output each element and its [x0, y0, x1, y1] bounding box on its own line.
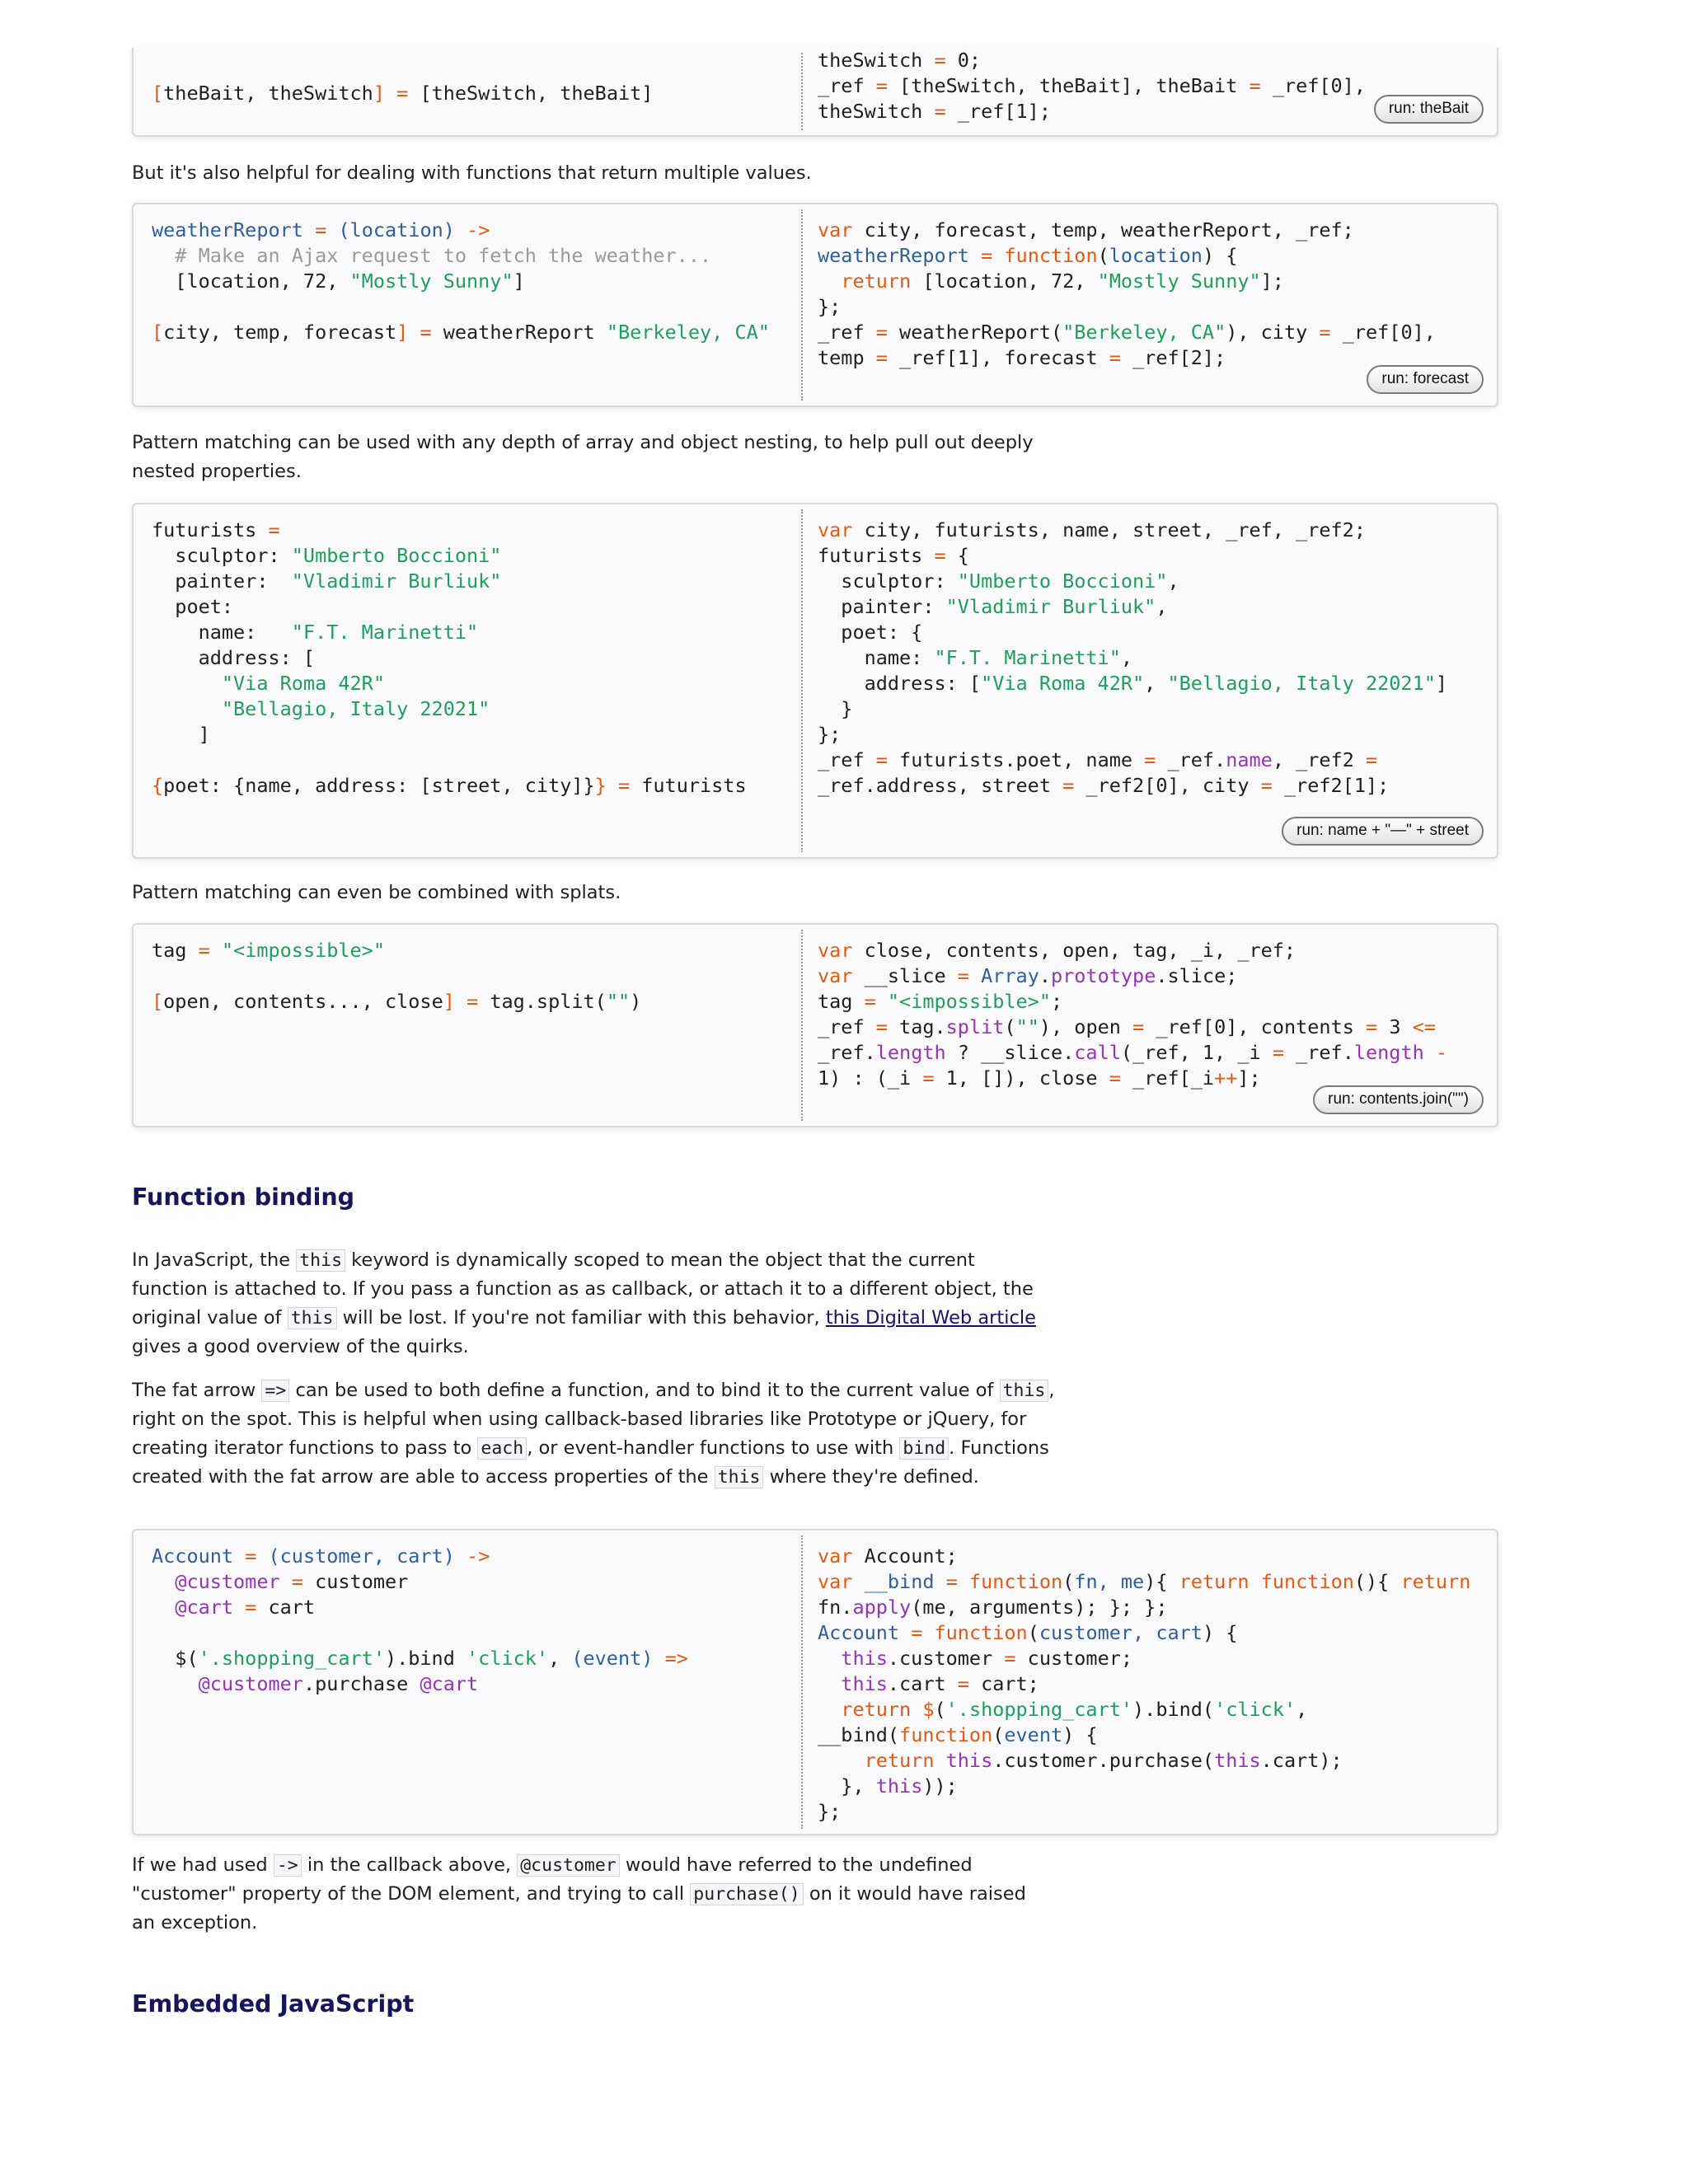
digital-web-article-link[interactable]: this Digital Web article [825, 1307, 1036, 1329]
inline-code-this: this [288, 1307, 337, 1329]
heading-embedded-javascript: Embedded JavaScript [132, 1990, 415, 2018]
inline-code-thin-arrow: -> [274, 1854, 302, 1877]
inline-code-this: this [1000, 1380, 1049, 1402]
code-example-splats [132, 923, 1498, 1127]
paragraph-this-keyword: In JavaScript, the this keyword is dynamically scoped to mean the object that the current function is attached to. If you pass a function as as callback, or attach it to a different object, the original value of this will be lost. If you're not familiar with this behavior, this Digital Web article gives a good overview of the quirks. [132, 1249, 1036, 1357]
inline-code-bind: bind [899, 1437, 949, 1460]
code-divider [801, 53, 803, 130]
inline-code-fat-arrow: => [261, 1380, 289, 1402]
code-divider [801, 209, 803, 401]
code-divider [801, 930, 803, 1121]
code-divider [801, 509, 803, 852]
code-example-futurists [132, 503, 1498, 859]
code-divider [801, 1535, 803, 1829]
javascript-output: var close, contents, open, tag, _i, _ref; var __slice = Array.prototype.slice; tag = "<impossible>"; _ref = tag.split(""), open = _ref[0], contents = 3 <= _ref.length ? __slice.call(_ref, 1, _i = _ref.length - 1) : (_i = 1, []), close = _ref[_i++]; [818, 939, 1448, 1090]
coffeescript-source: weatherReport = (location) -> # Make an Ajax request to fetch the weather... [location, 72, "Mostly Sunny"] [city, temp, forecast] = weatherReport "Berkeley, CA" [152, 218, 770, 344]
coffeescript-source: tag = "<impossible>" [open, contents..., close] = tag.split("") [152, 939, 642, 1013]
paragraph-thin-arrow: If we had used -> in the callback above, @customer would have referred to the undefined "customer" property of the DOM element, and trying to call purchase() on it would have raised an exception. [132, 1854, 1026, 1933]
inline-code-this: this [715, 1466, 764, 1488]
run-button[interactable]: run: name + "—" + street [1282, 817, 1484, 846]
paragraph-nesting: Pattern matching can be used with any depth of array and object nesting, to help pull out deeply nested properties. [132, 432, 1034, 482]
code-example-account [132, 1529, 1498, 1835]
coffeescript-source: [theBait, theSwitch] = [theSwitch, theBait] [152, 82, 654, 105]
code-example-swap [132, 48, 1498, 137]
inline-code-each: each [477, 1437, 527, 1460]
javascript-output: theSwitch = 0; _ref = [theSwitch, theBait], theBait = _ref[0], theSwitch = _ref[1]; [818, 49, 1367, 123]
javascript-output: var city, forecast, temp, weatherReport, _ref; weatherReport = function(location) { return [location, 72, "Mostly Sunny"]; }; _ref = weatherReport("Berkeley, CA"), city = _ref[0], temp = _ref[1], forecast = _ref[2]; [818, 218, 1436, 369]
javascript-output: var city, futurists, name, street, _ref, _ref2; futurists = { sculptor: "Umberto Boccioni", painter: "Vladimir Burliuk", poet: { name: "F.T. Marinetti", address: ["Via Roma 42R", "Bellagio, Italy 22021"] } }; _ref = futurists.poet, name = _ref.name, _ref2 = _ref.address, street = _ref2[0], city = _ref2[1]; [818, 518, 1448, 797]
paragraph-fat-arrow: The fat arrow => can be used to both define a function, and to bind it to the current value of this , right on the spot. This is helpful when using callback-based libraries like Prototype or jQuery, for creating iterator functions to pass to each , or event-handler functions to use with bind . Functions created with the fat arrow are able to access properties of the this where they're defined. [132, 1380, 1055, 1488]
paragraph-splats: Pattern matching can even be combined with splats. [132, 882, 621, 903]
paragraph-multiple-values: But it's also helpful for dealing with functions that return multiple values. [132, 162, 812, 184]
inline-code-customer: @customer [517, 1854, 620, 1877]
inline-code-this: this [296, 1249, 345, 1272]
coffeescript-source: Account = (customer, cart) -> @customer = customer @cart = cart $('.shopping_cart').bind 'click', (event) => @customer.purchase @cart [152, 1544, 688, 1695]
run-button[interactable]: run: forecast [1367, 365, 1484, 394]
run-button[interactable]: run: contents.join("") [1313, 1085, 1484, 1114]
heading-function-binding: Function binding [132, 1183, 355, 1211]
javascript-output: var Account; var __bind = function(fn, me){ return function(){ return fn.apply(me, arguments); }; }; Account = function(customer, cart) { this.customer = customer; this.cart = cart; return $('.shopping_cart').bind('click', __bind(function(event) { return this.customer.purchase(this.cart); }, this)); }; [818, 1544, 1471, 1823]
coffeescript-source: futurists = sculptor: "Umberto Boccioni" painter: "Vladimir Burliuk" poet: name: "F.T. Marinetti" address: [ "Via Roma 42R" "Bellagio, Italy 22021" ] {poet: {name, address: [street, city]}} = futurists [152, 518, 747, 797]
inline-code-purchase: purchase() [690, 1883, 803, 1905]
run-button[interactable]: run: theBait [1374, 95, 1484, 124]
code-example-weather-report [132, 203, 1498, 407]
